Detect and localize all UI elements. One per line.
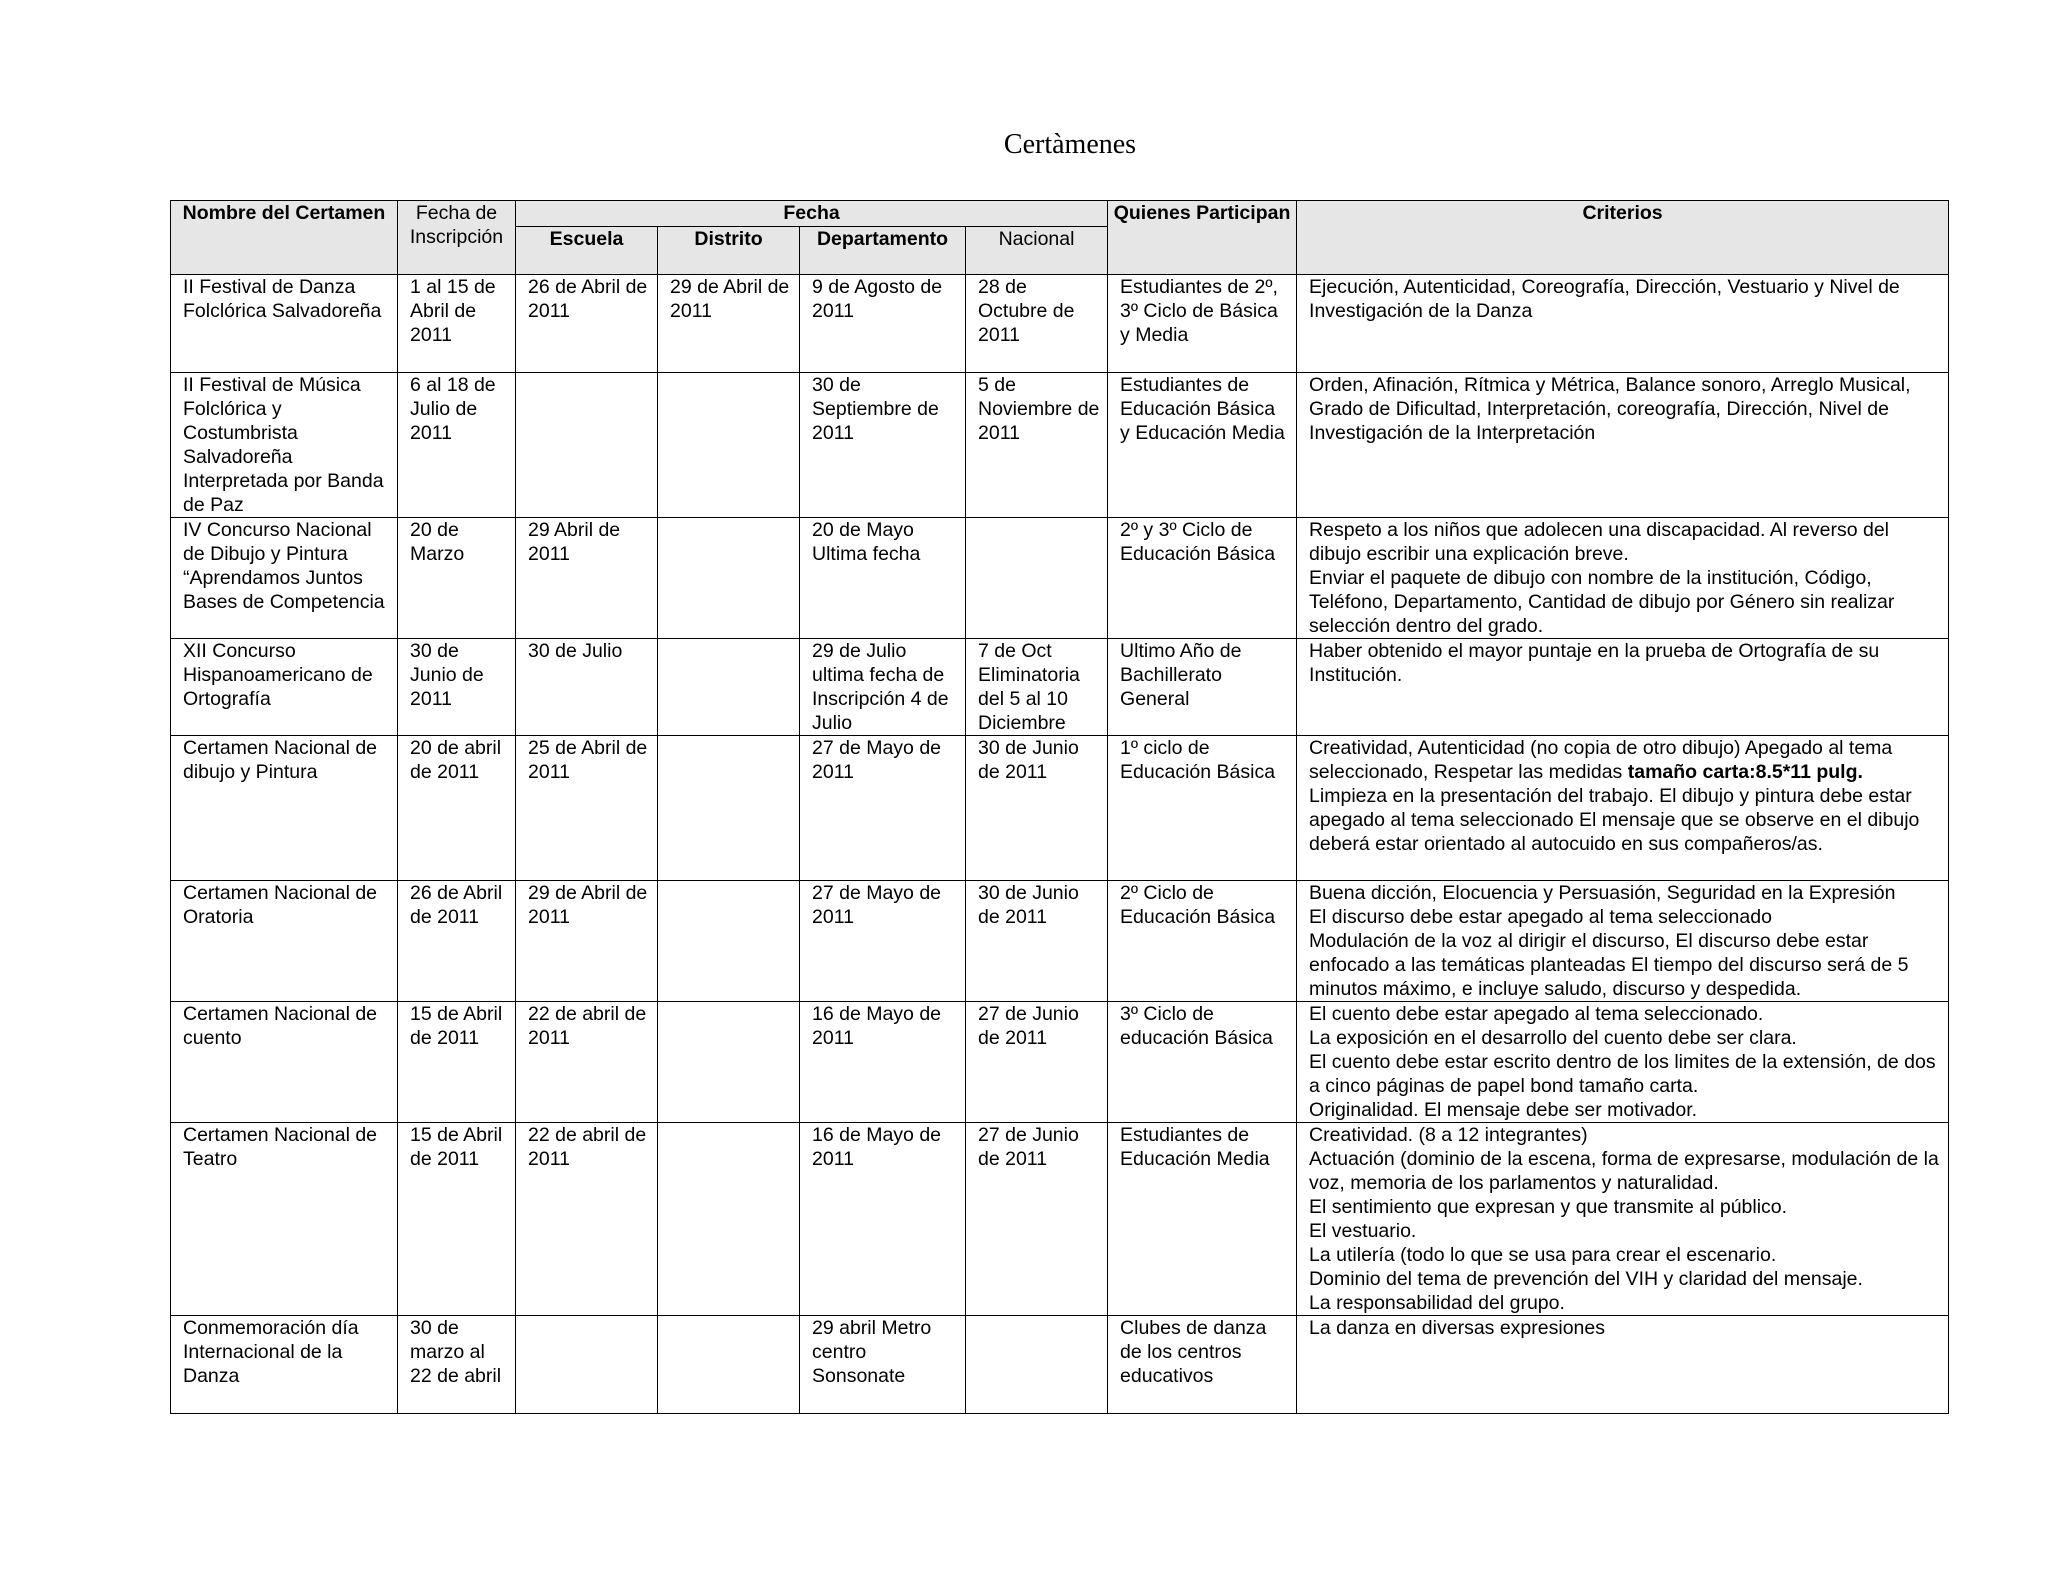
table-row xyxy=(171,639,1949,736)
cell-quienes: 1º ciclo de Educación Básica xyxy=(1108,736,1297,881)
header-inscripcion: Fecha de Inscripción xyxy=(398,201,516,275)
criterio-line: Buena dicción, Elocuencia y Persuasión, Seguridad en la Expresión xyxy=(1309,882,1896,904)
criterio-line: El cuento debe estar escrito dentro de los limites de la extensión, de dos a cinco páginas de papel bond tamaño carta. xyxy=(1309,1051,1936,1097)
cell-inscripcion: 30 de Junio de 2011 xyxy=(398,639,516,736)
page-title: Certàmenes xyxy=(1003,129,1137,160)
cell-departamento: 27 de Mayo de 2011 xyxy=(800,736,966,881)
criterio-line: Orden, Afinación, Rítmica y Métrica, Balance sonoro, Arreglo Musical, Grado de Dificultad, Interpretación, coreografía, Dirección, Nivel de Investigación de la Interpretación xyxy=(1309,374,1911,444)
criterio-line: Enviar el paquete de dibujo con nombre de la institución, Código, Teléfono, Departamento, Cantidad de dibujo por Género sin realizar selección dentro del grado. xyxy=(1309,567,1895,637)
criterio-text: Creatividad, Autenticidad (no copia de otro dibujo) Apegado al tema seleccionado, Respetar las medidas xyxy=(1309,737,1893,783)
criterio-line: Dominio del tema de prevención del VIH y claridad del mensaje. xyxy=(1309,1268,1863,1290)
cell-nombre: Conmemoración día Internacional de la Danza xyxy=(171,1316,398,1414)
cell-escuela: 22 de abril de 2011 xyxy=(516,1123,658,1316)
cell-escuela: 29 Abril de 2011 xyxy=(516,518,658,639)
cell-departamento: 29 de Julio ultima fecha de Inscripción 4 de Julio xyxy=(800,639,966,736)
header-fecha: Fecha xyxy=(516,201,1108,227)
header-nombre: Nombre del Certamen xyxy=(171,201,398,275)
criterio-line: Respeto a los niños que adolecen una discapacidad. Al reverso del dibujo escribir una explicación breve. xyxy=(1309,519,1890,565)
header-departamento: Departamento xyxy=(800,227,966,275)
cell-nacional: 5 de Noviembre de 2011 xyxy=(966,373,1108,518)
cell-quienes: 3º Ciclo de educación Básica xyxy=(1108,1002,1297,1123)
cell-escuela: 25 de Abril de 2011 xyxy=(516,736,658,881)
criterio-line: El vestuario. xyxy=(1309,1220,1417,1242)
cell-quienes: Estudiantes de Educación Básica y Educación Media xyxy=(1108,373,1297,518)
cell-departamento: 16 de Mayo de 2011 xyxy=(800,1123,966,1316)
criterio-line: Originalidad. El mensaje debe ser motivador. xyxy=(1309,1099,1698,1121)
cell-escuela: 29 de Abril de 2011 xyxy=(516,881,658,1002)
cell-quienes: Ultimo Año de Bachillerato General xyxy=(1108,639,1297,736)
cell-criterios xyxy=(1297,1316,1949,1414)
cell-inscripcion: 20 de Marzo xyxy=(398,518,516,639)
criterio-line: La danza en diversas expresiones xyxy=(1309,1317,1605,1339)
cell-escuela xyxy=(516,1316,658,1414)
criterio-line: La exposición en el desarrollo del cuento debe ser clara. xyxy=(1309,1027,1797,1049)
criterio-line: La responsabilidad del grupo. xyxy=(1309,1292,1565,1314)
criterio-line: El discurso debe estar apegado al tema seleccionado xyxy=(1309,906,1772,928)
criterio-text: Limpieza en la presentación del trabajo. El dibujo y pintura debe estar apegado al tema seleccionado El mensaje que se observe en el dibujo deberá estar orientado al autocuido en sus compañeros/as. xyxy=(1309,785,1920,855)
cell-escuela xyxy=(516,373,658,518)
cell-criterios xyxy=(1297,639,1949,736)
criterio-line: El sentimiento que expresan y que transmite al público. xyxy=(1309,1196,1788,1218)
table-row xyxy=(171,1316,1949,1414)
table-row xyxy=(171,881,1949,1002)
cell-distrito xyxy=(658,1316,800,1414)
cell-criterios xyxy=(1297,881,1949,1002)
header-criterios: Criterios xyxy=(1297,201,1949,275)
cell-inscripcion: 6 al 18 de Julio de 2011 xyxy=(398,373,516,518)
cell-distrito xyxy=(658,373,800,518)
cell-nacional xyxy=(966,1316,1108,1414)
cell-quienes: Clubes de danza de los centros educativos xyxy=(1108,1316,1297,1414)
header-distrito: Distrito xyxy=(658,227,800,275)
cell-departamento: 30 de Septiembre de 2011 xyxy=(800,373,966,518)
cell-nombre: Certamen Nacional de Teatro xyxy=(171,1123,398,1316)
criterio-line: Creatividad. (8 a 12 integrantes) xyxy=(1309,1124,1588,1146)
cell-departamento: 29 abril Metro centro Sonsonate xyxy=(800,1316,966,1414)
cell-inscripcion: 15 de Abril de 2011 xyxy=(398,1002,516,1123)
table-row xyxy=(171,373,1949,518)
cell-inscripcion: 15 de Abril de 2011 xyxy=(398,1123,516,1316)
table-row xyxy=(171,518,1949,639)
cell-departamento: 9 de Agosto de 2011 xyxy=(800,275,966,373)
criterio-line: La utilería (todo lo que se usa para crear el escenario. xyxy=(1309,1244,1777,1266)
cell-distrito xyxy=(658,518,800,639)
cell-distrito: 29 de Abril de 2011 xyxy=(658,275,800,373)
cell-nombre: Certamen Nacional de dibujo y Pintura xyxy=(171,736,398,881)
table-row xyxy=(171,1002,1949,1123)
certamenes-table xyxy=(170,200,1949,1414)
header-quienes: Quienes Participan xyxy=(1108,201,1297,275)
cell-nacional: 27 de Junio de 2011 xyxy=(966,1002,1108,1123)
cell-inscripcion: 30 de marzo al 22 de abril xyxy=(398,1316,516,1414)
cell-nombre: II Festival de Música Folclórica y Costumbrista Salvadoreña Interpretada por Banda de Paz xyxy=(171,373,398,518)
cell-criterios xyxy=(1297,275,1949,373)
cell-criterios xyxy=(1297,518,1949,639)
cell-criterios xyxy=(1297,1002,1949,1123)
table-row xyxy=(171,736,1949,881)
cell-nombre: Certamen Nacional de Oratoria xyxy=(171,881,398,1002)
cell-nombre: II Festival de Danza Folclórica Salvadoreña xyxy=(171,275,398,373)
cell-inscripcion: 1 al 15 de Abril de 2011 xyxy=(398,275,516,373)
table-row xyxy=(171,1123,1949,1316)
cell-nacional: 7 de Oct Eliminatoria del 5 al 10 Diciembre xyxy=(966,639,1108,736)
criterio-bold-text: tamaño carta:8.5*11 pulg. xyxy=(1627,761,1863,783)
cell-nacional xyxy=(966,518,1108,639)
cell-criterios xyxy=(1297,1123,1949,1316)
cell-nombre: IV Concurso Nacional de Dibujo y Pintura “Aprendamos Juntos Bases de Competencia xyxy=(171,518,398,639)
cell-quienes: 2º Ciclo de Educación Básica xyxy=(1108,881,1297,1002)
cell-nacional: 27 de Junio de 2011 xyxy=(966,1123,1108,1316)
cell-inscripcion: 20 de abril de 2011 xyxy=(398,736,516,881)
cell-distrito xyxy=(658,881,800,1002)
cell-inscripcion: 26 de Abril de 2011 xyxy=(398,881,516,1002)
cell-nacional: 28 de Octubre de 2011 xyxy=(966,275,1108,373)
cell-nacional: 30 de Junio de 2011 xyxy=(966,736,1108,881)
cell-escuela: 30 de Julio xyxy=(516,639,658,736)
criterio-line: Modulación de la voz al dirigir el discurso, El discurso debe estar enfocado a las temáticas planteadas El tiempo del discurso será de 5 minutos máximo, e incluye saludo, discurso y despedida. xyxy=(1309,930,1909,1000)
cell-distrito xyxy=(658,736,800,881)
criterio-line: Ejecución, Autenticidad, Coreografía, Dirección, Vestuario y Nivel de Investigación de la Danza xyxy=(1309,276,1900,322)
cell-departamento: 20 de Mayo Ultima fecha xyxy=(800,518,966,639)
criterio-line: Actuación (dominio de la escena, forma de expresarse, modulación de la voz, memoria de los parlamentos y naturalidad. xyxy=(1309,1148,1939,1194)
table-row xyxy=(171,275,1949,373)
criterio-line: El cuento debe estar apegado al tema seleccionado. xyxy=(1309,1003,1764,1025)
cell-nacional: 30 de Junio de 2011 xyxy=(966,881,1108,1002)
header-nacional: Nacional xyxy=(966,227,1108,275)
cell-departamento: 27 de Mayo de 2011 xyxy=(800,881,966,1002)
cell-quienes: Estudiantes de 2º, 3º Ciclo de Básica y Media xyxy=(1108,275,1297,373)
criterio-line: Haber obtenido el mayor puntaje en la prueba de Ortografía de su Institución. xyxy=(1309,640,1880,686)
cell-escuela: 26 de Abril de 2011 xyxy=(516,275,658,373)
cell-quienes: Estudiantes de Educación Media xyxy=(1108,1123,1297,1316)
cell-distrito xyxy=(658,1002,800,1123)
cell-criterios xyxy=(1297,373,1949,518)
cell-nombre: XII Concurso Hispanoamericano de Ortografía xyxy=(171,639,398,736)
cell-distrito xyxy=(658,639,800,736)
cell-distrito xyxy=(658,1123,800,1316)
cell-quienes: 2º y 3º Ciclo de Educación Básica xyxy=(1108,518,1297,639)
cell-escuela: 22 de abril de 2011 xyxy=(516,1002,658,1123)
header-escuela: Escuela xyxy=(516,227,658,275)
cell-criterios xyxy=(1297,736,1949,881)
cell-nombre: Certamen Nacional de cuento xyxy=(171,1002,398,1123)
cell-departamento: 16 de Mayo de 2011 xyxy=(800,1002,966,1123)
